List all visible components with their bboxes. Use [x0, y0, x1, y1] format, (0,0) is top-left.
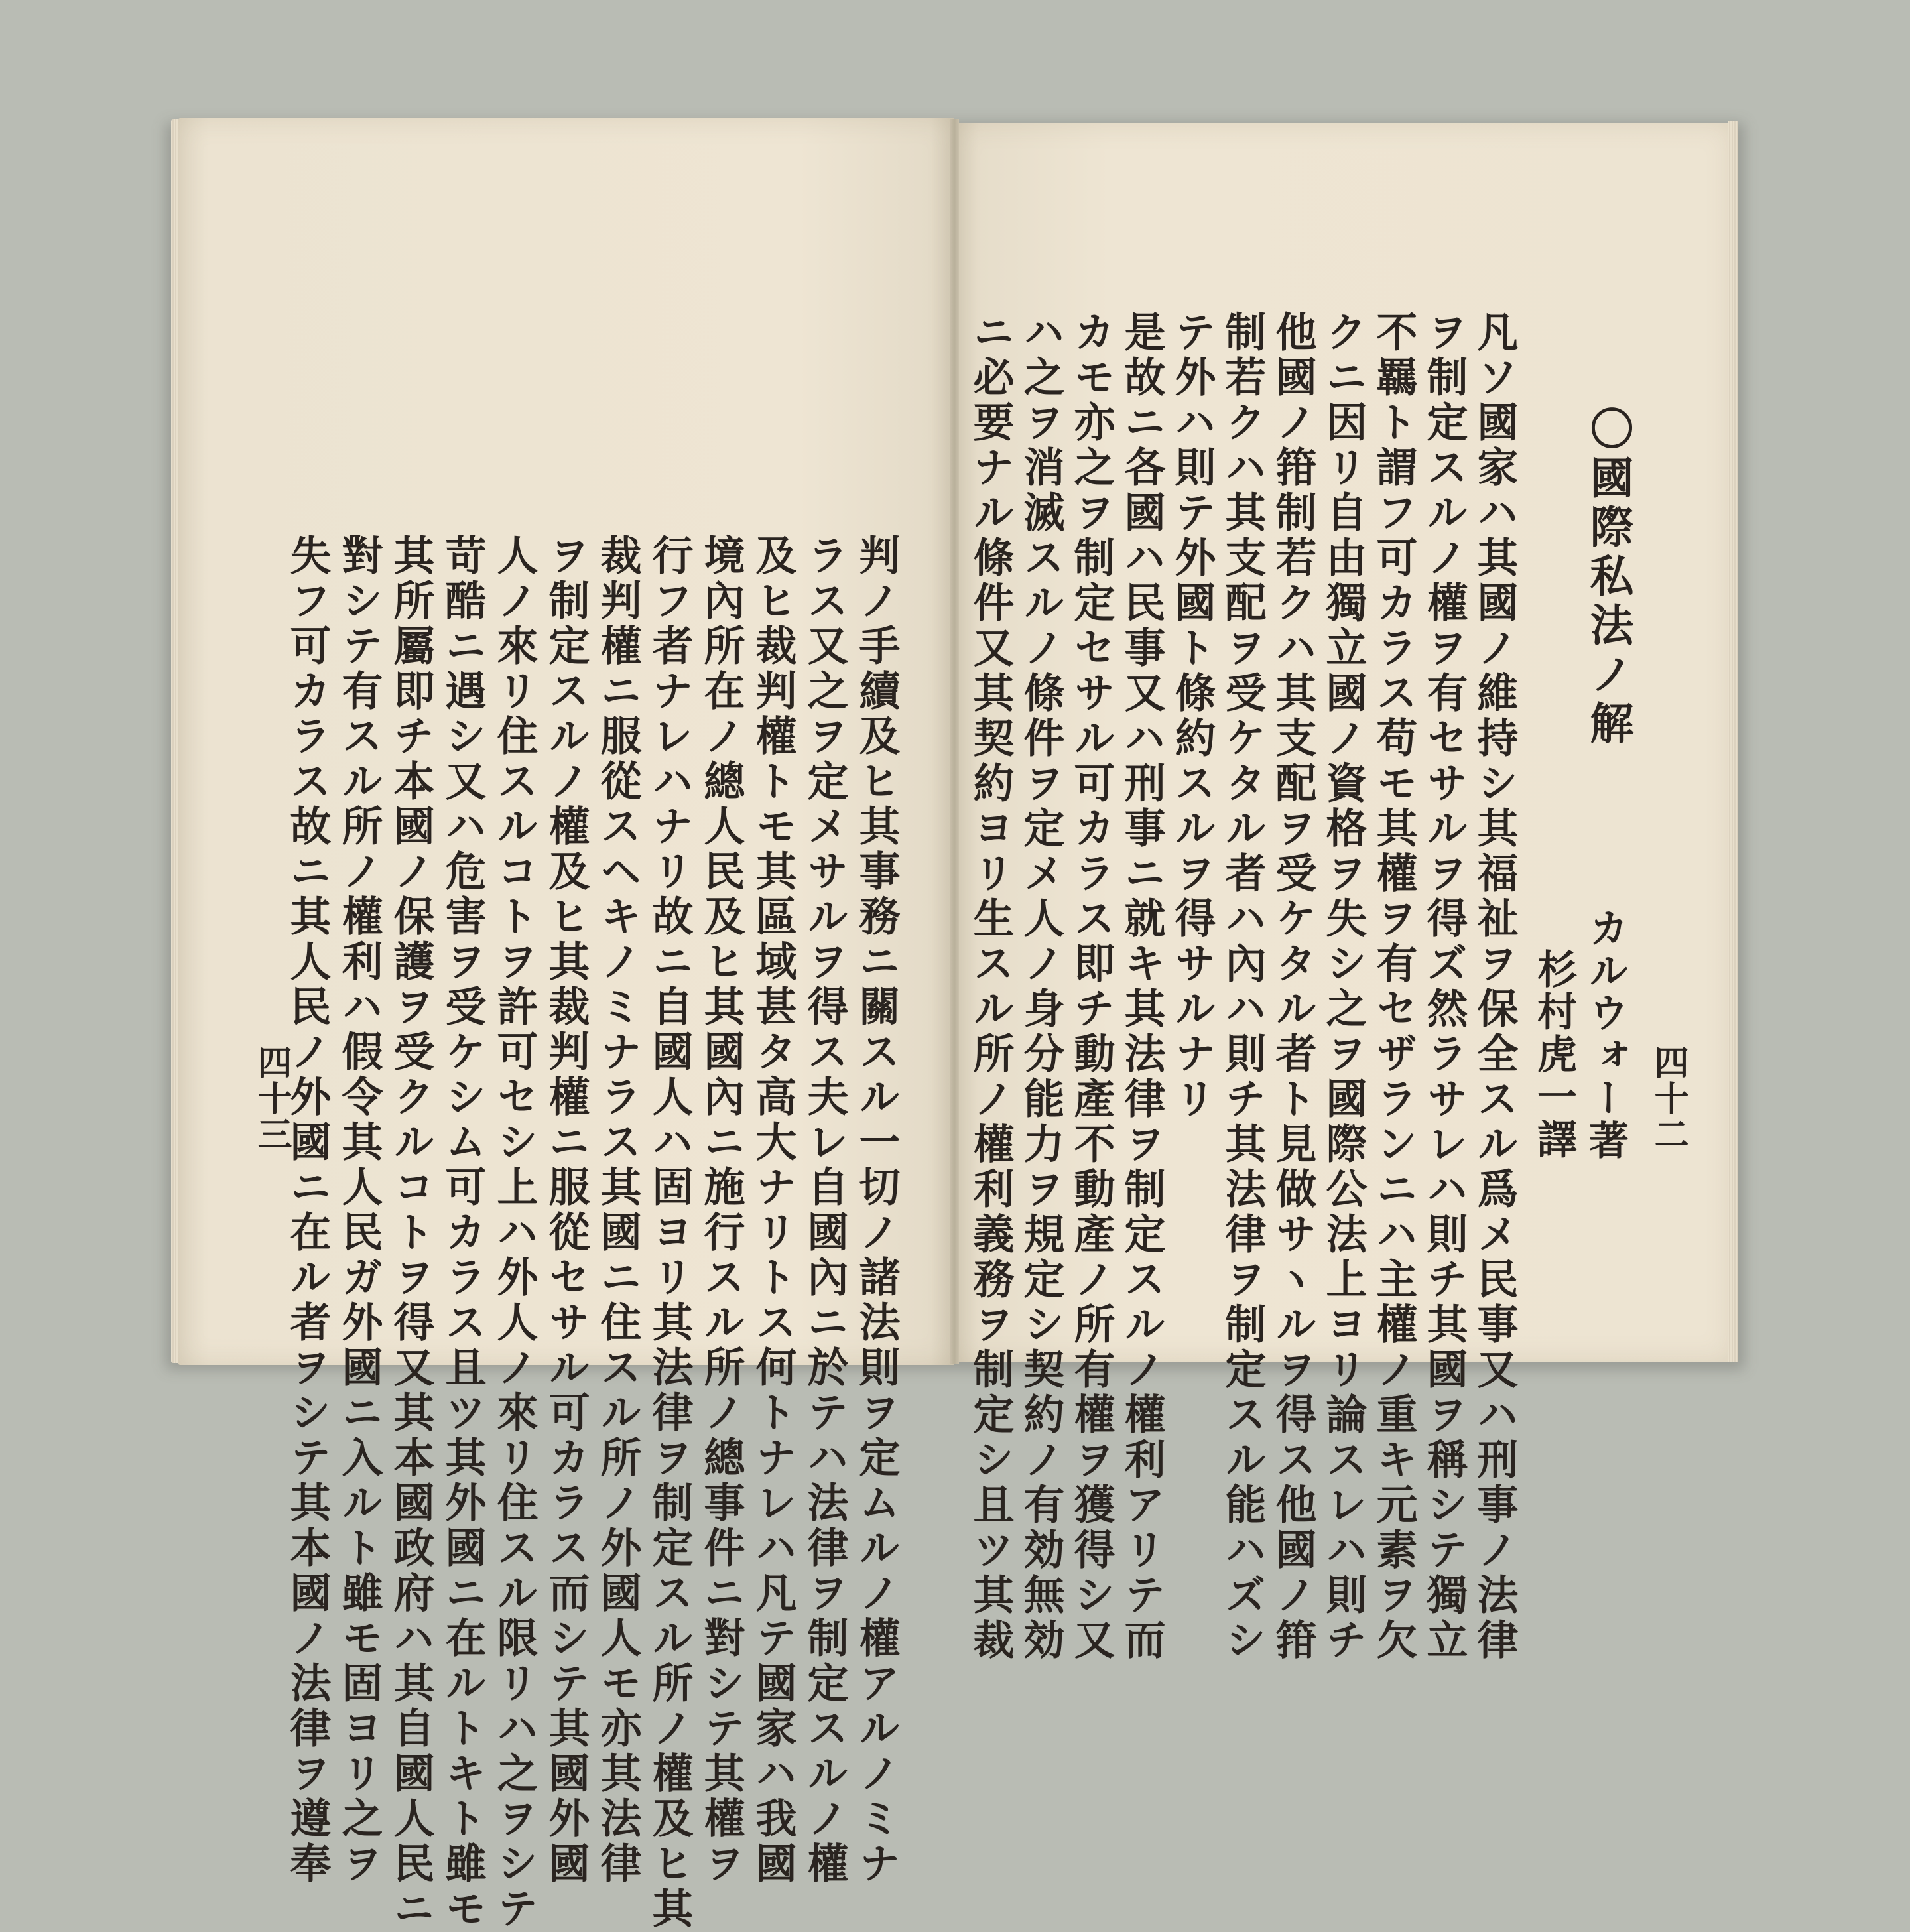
left-text-column: 判ノ手續及ヒ其事務ニ關スル一切ノ諸法則ヲ定ムルノ權アルノミナ [852, 534, 901, 1887]
book-gutter [950, 119, 959, 1364]
right-text-column: 不羈ト謂フ可カラス苟モ其權ヲ有セザランニハ主權ノ重キ元素ヲ欠 [1369, 310, 1418, 1663]
right-text-column: ヲ制定スルノ權ヲ有セサルヲ得ズ然ラサレハ則チ其國ヲ稱シテ獨立 [1420, 310, 1468, 1663]
left-text-column: 對シテ有スル所ノ權利ハ假令其人民ガ外國ニ入ルト雖モ固ヨリ之ヲ [335, 534, 383, 1887]
left-text-column: 及ヒ裁判權トモ其區域甚タ高大ナリトス何トナレハ凡テ國家ハ我國 [749, 534, 797, 1887]
left-text-column: 裁判權ニ服從スヘキノミナラス其國ニ住スル所ノ外國人モ亦其法律 [594, 534, 642, 1887]
article-heading: 〇國際私法ノ解 [1582, 406, 1634, 749]
left-text-column: 其所屬即チ本國ノ保護ヲ受クルコトヲ得又其本國政府ハ其自國人民ニ [387, 534, 435, 1932]
right-text-column: テ外ハ則テ外國ト條約スルヲ得サルナリ [1168, 310, 1216, 1122]
left-text-column: ラス又之ヲ定メサルヲ得ス夫レ自國內ニ於テハ法律ヲ制定スルノ權 [800, 534, 849, 1887]
right-text-column: 凡ソ國家ハ其國ノ維持シ其福祉ヲ保全スル爲メ民事又ハ刑事ノ法律 [1470, 310, 1519, 1663]
left-text-column: 境內所在ノ總人民及ヒ其國內ニ施行スル所ノ總事件ニ對シテ其權ヲ [697, 534, 745, 1887]
right-text-column: クニ因リ自由獨立國ノ資格ヲ失シ之ヲ國際公法上ヨリ論スレハ則チ [1319, 310, 1368, 1663]
left-text-column: 人ノ來リ住スルコトヲ許可セシ上ハ外人ノ來リ住スル限リハ之ヲシテ [490, 534, 539, 1932]
left-text-column: 失フ可カラス故ニ其人民ノ外國ニ在ル者ヲシテ其本國ノ法律ヲ遵奉 [283, 534, 332, 1887]
right-text-column: カモ亦之ヲ制定セサル可カラス即チ動產不動產ノ所有權ヲ獲得シ又 [1067, 310, 1115, 1663]
byline-translator: 杉村虎一譯 [1531, 948, 1577, 1161]
right-text-column: ニ必要ナル條件又其契約ヨリ生スル所ノ權利義務ヲ制定シ且ツ其裁 [966, 310, 1015, 1663]
left-text-column: 行フ者ナレハナリ故ニ自國人ハ固ヨリ其法律ヲ制定スル所ノ權及ヒ其 [645, 534, 694, 1932]
right-page-number: 四十二 [1648, 1045, 1688, 1152]
right-text-column: 制若クハ其支配ヲ受ケタル者ハ內ハ則チ其法律ヲ制定スル能ハズシ [1218, 310, 1267, 1663]
left-text-column: 苛酷ニ遇シ又ハ危害ヲ受ケシム可カラス且ツ其外國ニ在ルトキト雖モ [438, 534, 487, 1932]
right-text-column: ハ之ヲ消滅スルノ條件ヲ定メ人ノ身分能力ヲ規定シ契約ノ有効無効 [1017, 310, 1065, 1663]
right-text-column: 是故ニ各國ハ民事又ハ刑事ニ就キ其法律ヲ制定スルノ權利アリテ而 [1117, 310, 1166, 1663]
right-text-column: 他國ノ箝制若クハ其支配ヲ受ケタル者ト見做サヽルヲ得ス他國ノ箝 [1269, 310, 1317, 1663]
left-page-number: 四十三 [251, 1045, 292, 1152]
right-page-edges [1728, 121, 1738, 1362]
byline-author: カルウォー著 [1582, 907, 1629, 1162]
left-text-column: ヲ制定スルノ權及ヒ其裁判權ニ服從セサル可カラス而シテ其國外國 [542, 534, 590, 1887]
